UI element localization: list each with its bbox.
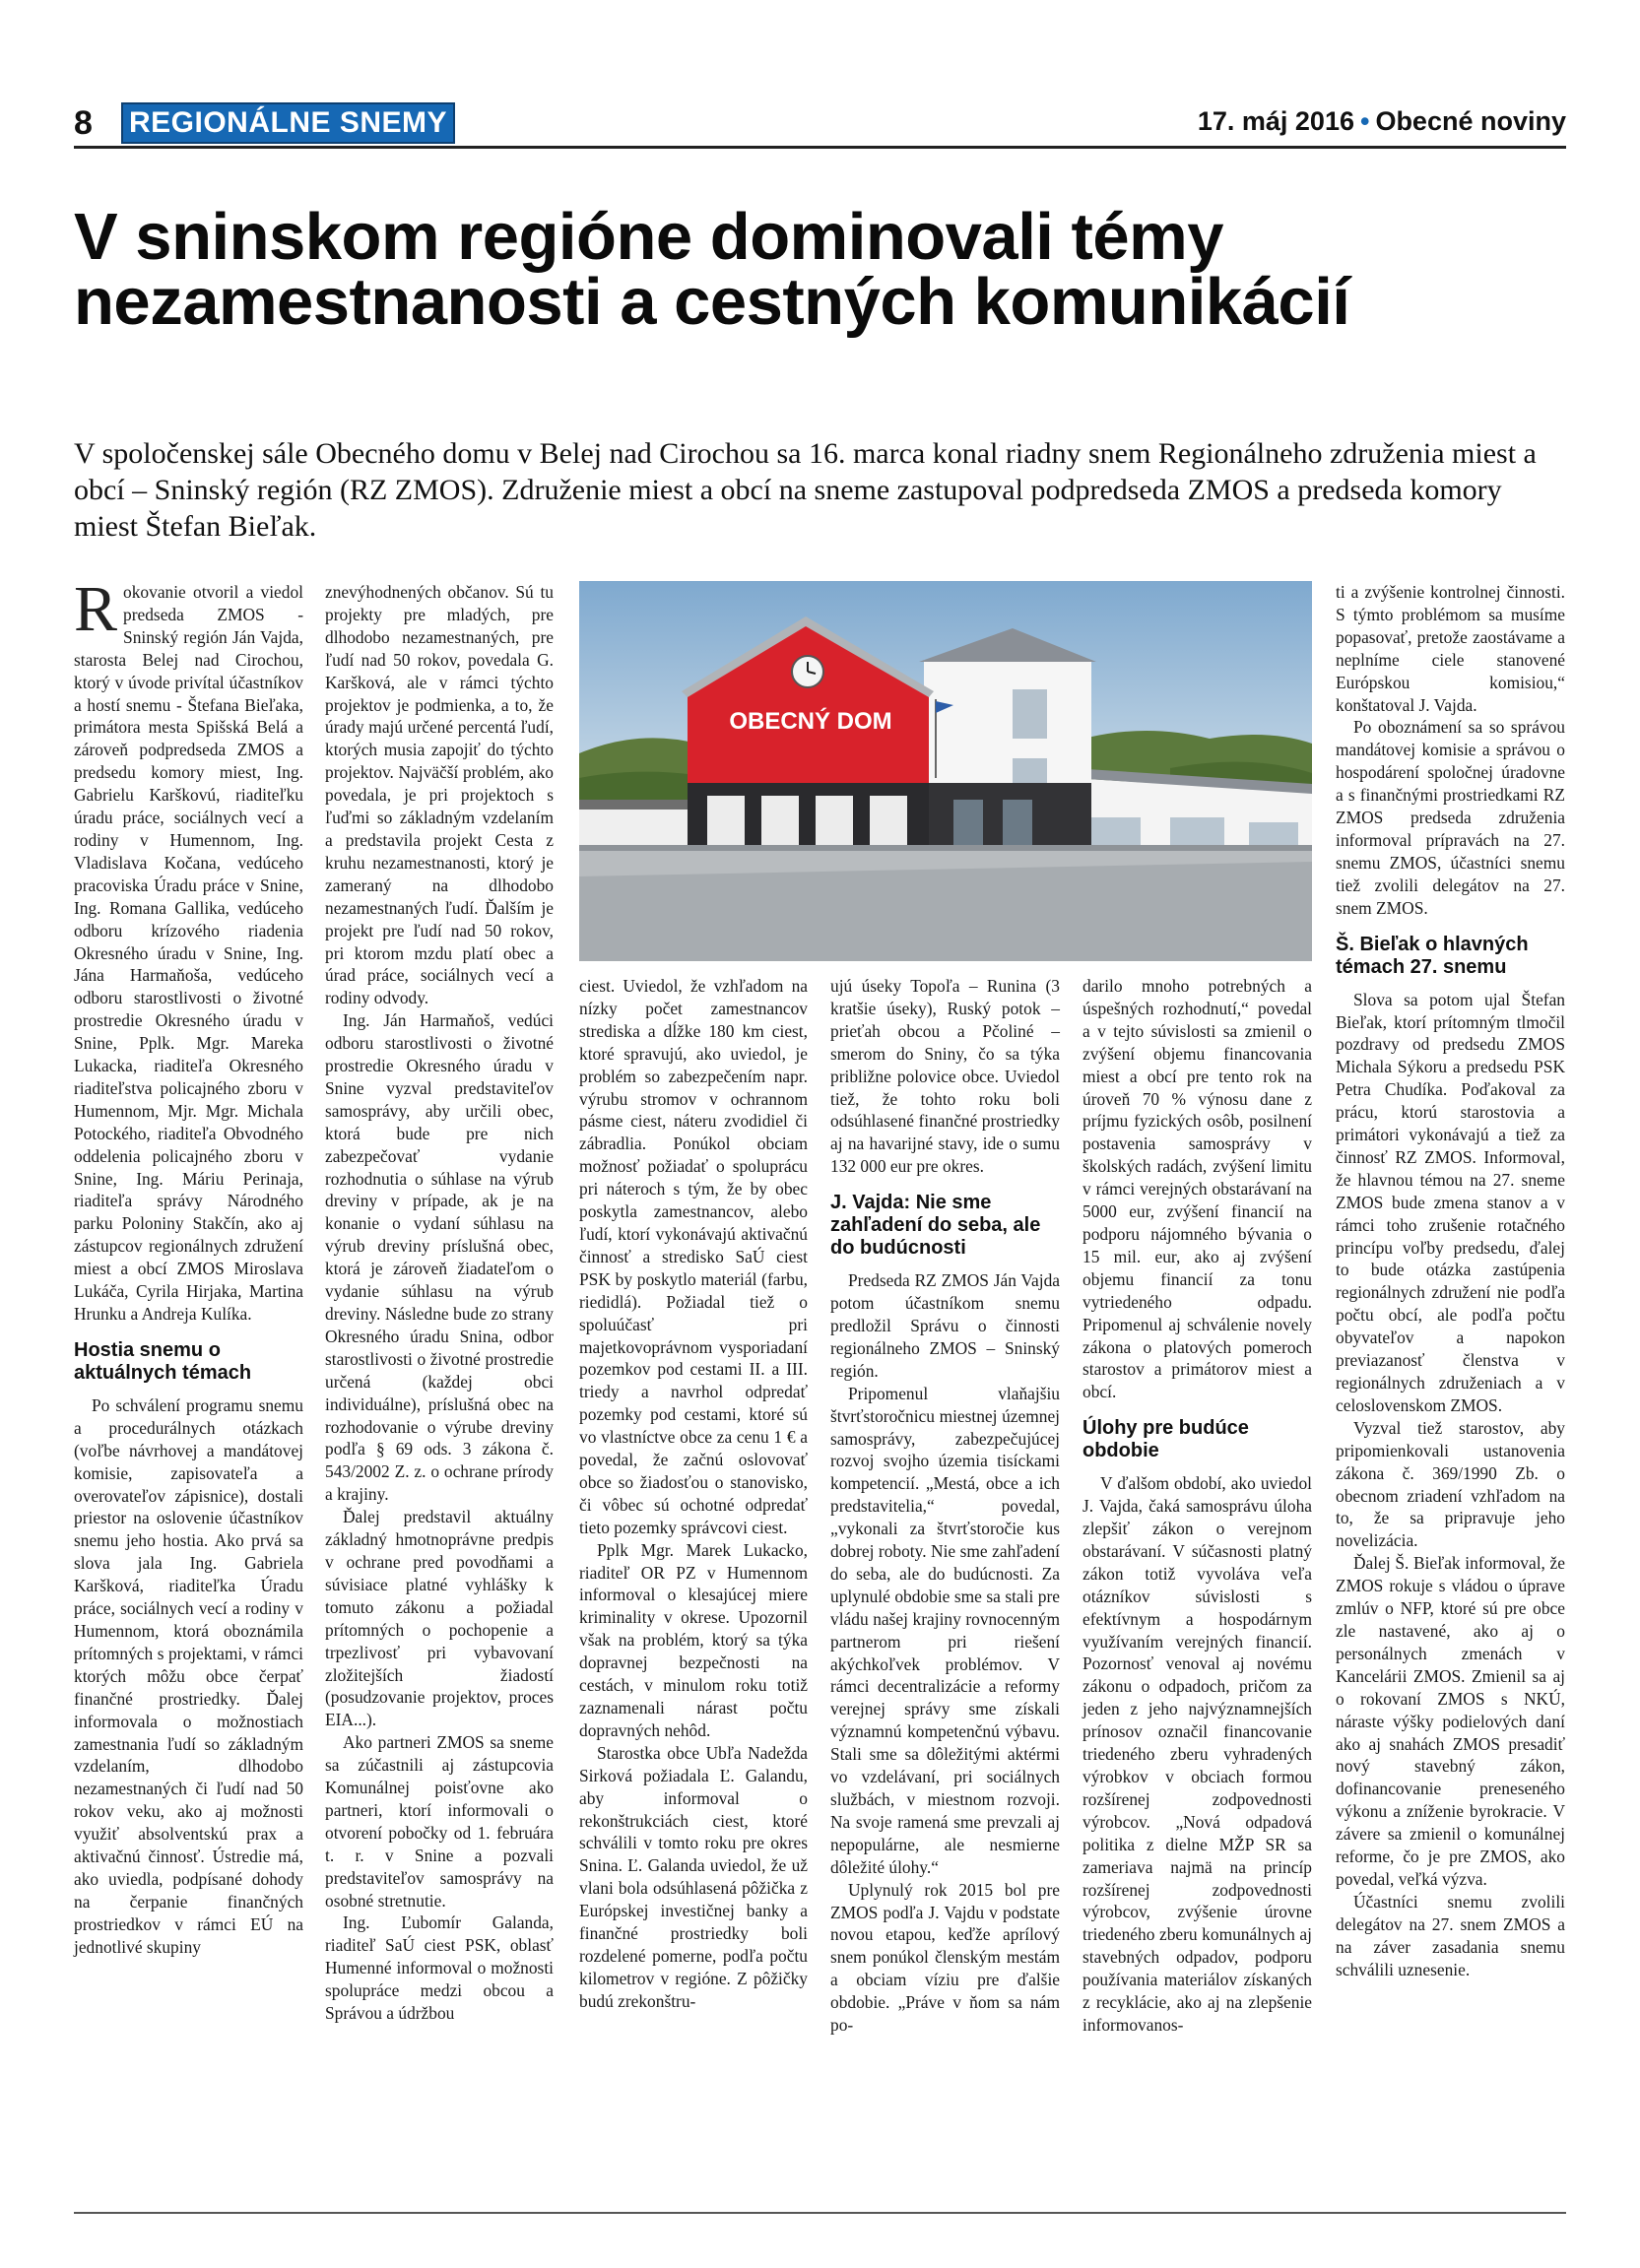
- paragraph: Vyzval tiež starostov, aby pripomienkovali ustanovenia zákona č. 369/1990 Zb. o obecnom zriadení vzhľadom na to, že sa pripravuje jeho novelizácia.: [1336, 1417, 1565, 1551]
- page-number: 8: [74, 104, 93, 142]
- paragraph: Po schválení programu snemu a procedurálnych otázkach (voľbe návrhovej a mandátovej komisie, zapisovateľa a overovateľov zápisnice), dostali priestor na oslovenie účastníkov snemu jeho hostia. Ako prvá sa slova jala Ing. Gabriela Karšková, riaditeľka Úradu práce, sociálnych vecí a rodiny v Humennom, ktorá oboznámila prítomných s projektami, v rámci ktorých môžu obce čerpať finančné prostriedky. Ďalej informovala o možnostiach zamestnania ľudí so základným vzdelaním, dlhodobo nezamestnaných či ľudí nad 50 rokov veku, ako aj možnosti využiť absolventskú prax a aktivačnú činnosť. Ústredie má, ako uviedla, podpísané dohody na čerpanie finančných prostriedkov v rámci EÚ na jednotlivé skupiny: [74, 1394, 303, 1957]
- column-4: [830, 975, 1060, 2037]
- separator-dot: •: [1359, 106, 1370, 136]
- publication-info: [1198, 106, 1566, 137]
- publication-name: Obecné noviny: [1375, 106, 1566, 136]
- subheading: Š. Bieľak o hlavných témach 27. snemu: [1336, 933, 1529, 978]
- subheading: Hostia snemu o aktuálnych témach: [74, 1338, 252, 1384]
- sign-text: OBECNÝ DOM: [729, 708, 892, 735]
- paragraph: Starostka obce Ubľa Nadežda Sirková požiadala Ľ. Galandu, aby informoval o rekonštrukciách ciest, ktoré schválili v tomto roku pre okres Snina. Ľ. Galanda uviedol, že už vlani bola odsúhlasená pôžička z Európskej investičnej banky a finančné prostriedky boli rozdelené pomerne, podľa počtu kilometrov v regióne. Z pôžičky budú zrekonštru-: [579, 1742, 808, 2011]
- paragraph: Pplk Mgr. Marek Lukacko, riaditeľ OR PZ v Humennom informoval o klesajúcej miere kriminality v okrese. Upozornil však na problém, ktorý sa týka dopravnej bezpečnosti na cestách, v minulom roku totiž zaznamenali nárast počtu dopravných nehôd.: [579, 1539, 808, 1740]
- paragraph: Ing. Ján Harmaňoš, vedúci odboru starostlivosti o životné prostredie Okresného úradu v Snine vyzval predstaviteľov samosprávy, aby určili obec, ktorá bude pre nich zabezpečovať vydanie rozhodnutia o súhlase na výrub dreviny v prípade, ak je na konanie o vydaní súhlasu na výrub dreviny príslušná obec, ktorá je zároveň žiadateľom o vydanie súhlasu na výrub dreviny. Následne bude zo strany Okresného úradu Snina, odbor starostlivosti o životné prostredie určená (každej obci individuálne), príslušná obec na rozhodovanie o výrube dreviny podľa § 69 ods. 3 zákona č. 543/2002 Z. z. o ochrane prírody a krajiny.: [325, 1010, 554, 1505]
- headline: V sninskom regióne dominovali témy nezamestnanosti a cestných komunikácií: [74, 200, 1350, 339]
- paragraph: V ďalšom období, ako uviedol J. Vajda, čaká samosprávu úloha zlepšiť zákon o verejnom obstarávaní. V súčasnosti platný zákon totiž vyvoláva veľa otázníkov súvislosti s efektívnym a hospodárnym využívaním verejných financií. Pozornosť venoval aj novému zákonu o odpadoch, pričom za jeden z jeho najvýznamnejších prínosov označil financovanie triedeného zberu vyhradených výrobkov v obciach formou rozšírenej zodpovednosti výrobcov. „Nová odpadová politika z dielne MŽP SR sa zameriava najmä na princíp rozšírenej zodpovednosti výrobcov, zvýšenie úrovne triedeného zberu komunálnych aj stavebných odpadov, podporu používania materiálov získaných z recyklácie, ako aj na zlepšenie informovanos-: [1082, 1473, 1312, 2035]
- paragraph: Po oboznámení sa so správou mandátovej komisie a správou o hospodárení spoločnej úradovne a s finančnými prostriedkami RZ ZMOS predseda združenia informoval prípravách na 27. snemu ZMOS, účastníci snemu tiež zvolili delegátov na 27. snem ZMOS.: [1336, 717, 1565, 918]
- paragraph: Uplynulý rok 2015 bol pre ZMOS podľa J. Vajdu v podstate novou etapou, keďže aprílový snem ponúkol členským mestám a obciam víziu pre ďalšie obdobie. „Práve v ňom sa nám po-: [830, 1879, 1060, 2036]
- subheading: J. Vajda: Nie sme zahľadení do seba, ale do budúcnosti: [830, 1192, 1041, 1260]
- paragraph: ciest. Uviedol, že vzhľadom na nízky počet zamestnancov strediska a dĺžke 180 km ciest, ktoré spravujú, ako uviedol, je problém so zabezpečením napr. výrubu stromov v ochrannom pásme ciest, náteru zvodidiel či zábradlia. Ponúkol obciam možnosť požiadať o spoluprácu pri náteroch s tým, že by obec poskytla zamestnancov, alebo ľudí, ktorí vykonávajú aktivačnú činnosť a stredisko SaÚ ciest PSK by poskytlo materiál (farbu, riedidlá). Požiadal tiež o spoluúčasť pri majetkovoprávnom vysporiadaní pozemkov pod cestami II. a III. triedy a navrhol odpredať pozemky pod cestami, ktoré sú vo vlastníctve obce za cenu 1 € a povedal, že začnú oslovovať obce so žiadosťou o stanovisko, či vôbec sú ochotné odpredať tieto pozemky správcovi ciest.: [579, 976, 808, 1537]
- paragraph: Ďalej Š. Bieľak informoval, že ZMOS rokuje s vládou o úprave zmlúv o NFP, ktoré sú pre obce zle nastavené, ako aj o personálnych zmenách v Kancelárii ZMOS. Zmienil sa aj o rokovaní ZMOS s NKÚ, náraste výšky podielových daní ako aj snahách ZMOS presadiť nový stavebný zákon, dofinancovanie preneseného výkonu a zníženie byrokracie. V závere sa zmienil o komunálnej reforme, čo je pre ZMOS, ako povedal, veľká výzva.: [1336, 1553, 1565, 1889]
- bottom-rule: [74, 2212, 1566, 2214]
- obecny-dom-photo: [579, 581, 1312, 961]
- column-3: [579, 975, 808, 2013]
- column-2: [325, 581, 554, 2025]
- lead-paragraph: V spoločenskej sále Obecného domu v Belej nad Cirochou sa 16. marca konal riadny snem Regionálneho združenia miest a obcí – Sninský región (RZ ZMOS). Združenie miest a obcí na sneme zastupoval podpredseda ZMOS a predseda komory miest Štefan Bieľak.: [74, 437, 1537, 543]
- paragraph: Predseda RZ ZMOS Ján Vajda potom účastníkom snemu predložil Správu o činnosti regionálneho ZMOS – Sninský región.: [830, 1270, 1060, 1381]
- section-label: REGIONÁLNE SNEMY: [121, 102, 455, 144]
- paragraph: darilo mnoho potrebných a úspešných rozhodnutí,“ povedal a v tejto súvislosti sa zmienil o zvýšení objemu financovania miest a obcí pre tento rok na úroveň 70 % výnosu dane z príjmu fyzických osôb, posilnení postavenia samosprávy v školských radách, zvýšení limitu v rámci verejných obstarávaní na 5000 eur, zvýšení financií na podporu nájomného bývania o 15 mil. eur, ako aj zvýšení objemu financií za tonu vytriedeného odpadu. Pripomenul aj schválenie novely zákona o platových pomeroch starostov a primátorov miest a obcí.: [1082, 976, 1312, 1402]
- drop-cap: R: [74, 573, 118, 645]
- paragraph: Ako partneri ZMOS sa sneme sa zúčastnili aj zástupcovia Komunálnej poisťovne ako partneri, ktorí informovali o otvorení pobočky od 1. februára t. r. v Snine a pozvali predstaviteľov samosprávy na osobné stretnutie.: [325, 1732, 554, 1911]
- column-1: [74, 573, 303, 1959]
- paragraph: Ing. Ľubomír Galanda, riaditeľ SaÚ ciest PSK, oblasť Humenné informoval o možnosti spolupráce medzi obcou a Správou a údržbou: [325, 1912, 554, 2024]
- paragraph: ujú úseky Topoľa – Runina (3 kratšie úseky), Ruský potok – prieťah obcou a Pčoliné – smerom do Sniny, čo sa týka približne polovice obce. Uviedol tiež, že tohto roku boli odsúhlasené finančné prostriedky aj na havarijné stavy, ide o sumu 132 000 eur pre okres.: [830, 976, 1060, 1177]
- subheading: Úlohy pre budúce obdobie: [1082, 1417, 1249, 1462]
- page-header: [74, 102, 1566, 149]
- column-6: [1336, 581, 1565, 1980]
- paragraph: Pripomenul vlaňajšiu štvrťstoročnicu miestnej územnej samosprávy, zabezpečujúcej rozvoj svojho územia tisíckami kompetencií. „Mestá, obce a ich predstavitelia,“ povedal, „vykonali za štvrťstoročie kus dobrej roboty. Nie sme zahľadení do seba, ale do budúcnosti. Za uplynulé obdobie sme sa stali pre vládu našej krajiny rovnocenným partnerom pri riešení akýchkoľvek problémov. V rámci decentralizácie a reformy verejnej správy sme získali významnú kompetenčnú výbavu. Stali sme sa dôležitými aktérmi vo vzdelávaní, pri sociálnych službách, v miestnom rozvoji. Na svoje ramená sme prevzali aj nepopulárne, ale nesmierne dôležité úlohy.“: [830, 1383, 1060, 1877]
- paragraph: Účastníci snemu zvolili delegátov na 27. snem ZMOS a na záver zasadania snemu schválili uznesenie.: [1336, 1891, 1565, 1979]
- building-photo: [579, 581, 1312, 961]
- paragraph: okovanie otvoril a viedol predseda ZMOS - Sninský región Ján Vajda, starosta Belej nad Cirochou, ktorý v úvode privítal účastníkov a hostí snemu - Štefana Bieľaka, primátora mesta Spišská Belá a zároveň podpredseda ZMOS a predsedu komory miest, Ing. Gabrielu Karškovú, riaditeľku úradu práce, sociálnych vecí a rodiny v Humennom, Ing. Vladislava Kočana, vedúceho pracoviska Úradu práce v Snine, Ing. Romana Gallika, vedúceho odboru krízového riadenia Okresného úradu v Snine, Ing. Jána Harmaňoša, vedúceho odboru starostlivosti o životné prostredie Okresného úradu v Snine, Pplk. Mgr. Mareka Lukacka, riaditeľa Okresného riaditeľstva policajného zboru v Humennom, Mjr. Mgr. Michala Potockého, riaditeľa Obvodného oddelenia policajného zboru v Snine, Ing. Máriu Perinaja, riaditeľa správy Národného parku Poloniny Stakčín, ako aj zástupcov regionálnych združení miest a obcí ZMOS Miroslava Lukáča, Cyrila Hirjaka, Martina Hrunku a Andreja Kulíka.: [74, 582, 303, 1324]
- paragraph: ti a zvýšenie kontrolnej činnosti. S týmto problémom sa musíme popasovať, pretože zaostávame a neplníme ciele stanovené Európskou komisiou,“ konštatoval J. Vajda.: [1336, 582, 1565, 715]
- paragraph: Ďalej predstavil aktuálny základný hmotnoprávne predpis v ochrane pred povodňami a súvisiace platné vyhlášky k tomuto zákonu a požiadal prítomných o pochopenie a trpezlivosť pri vybavovaní zložitejších žiadostí (posudzovanie projektov, proces EIA...).: [325, 1507, 554, 1730]
- paragraph: Slova sa potom ujal Štefan Bieľak, ktorí prítomným tlmočil pozdravy od predsedu ZMOS Michala Sýkoru a predsedu PSK Petra Chudíka. Poďakoval za prácu, ktorú starostovia a primátori vykonávajú a tiež za činnosť RZ ZMOS. Informoval, že hlavnou témou na 27. sneme ZMOS bude zmena stanov a v rámci toho zrušenie rotačného princípu voľby predsedu, ďalej to bude otázka zastúpenia regionálnych združení nie podľa počtu obcí, ale podľa počtu obyvateľov a napokon previazanosť členstva v regionálnych združeniach a v celoslovenskom ZMOS.: [1336, 989, 1565, 1415]
- paragraph: znevýhodnených občanov. Sú tu projekty pre mladých, pre dlhodobo nezamestnaných, pre ľudí nad 50 rokov, povedala G. Karšková, ale v rámci týchto projektov je podmienka, a to, že úrady majú určené percentá ľudí, ktorých musia zapojiť do týchto projektov. Najväčší problém, ako povedala, je pri projektoch s ľuďmi so základným vzdelaním a predstavila projekt Cesta z kruhu nezamestnanosti, ktorý je zameraný na dlhodobo nezamestnaných ľudí. Ďalším je projekt pre ľudí nad 50 rokov, pri ktorom mzdu platí obec a úrad práce, sociálnych vecí a rodiny odvody.: [325, 582, 554, 1008]
- issue-date: 17. máj 2016: [1197, 106, 1354, 136]
- column-5: [1082, 975, 1312, 2037]
